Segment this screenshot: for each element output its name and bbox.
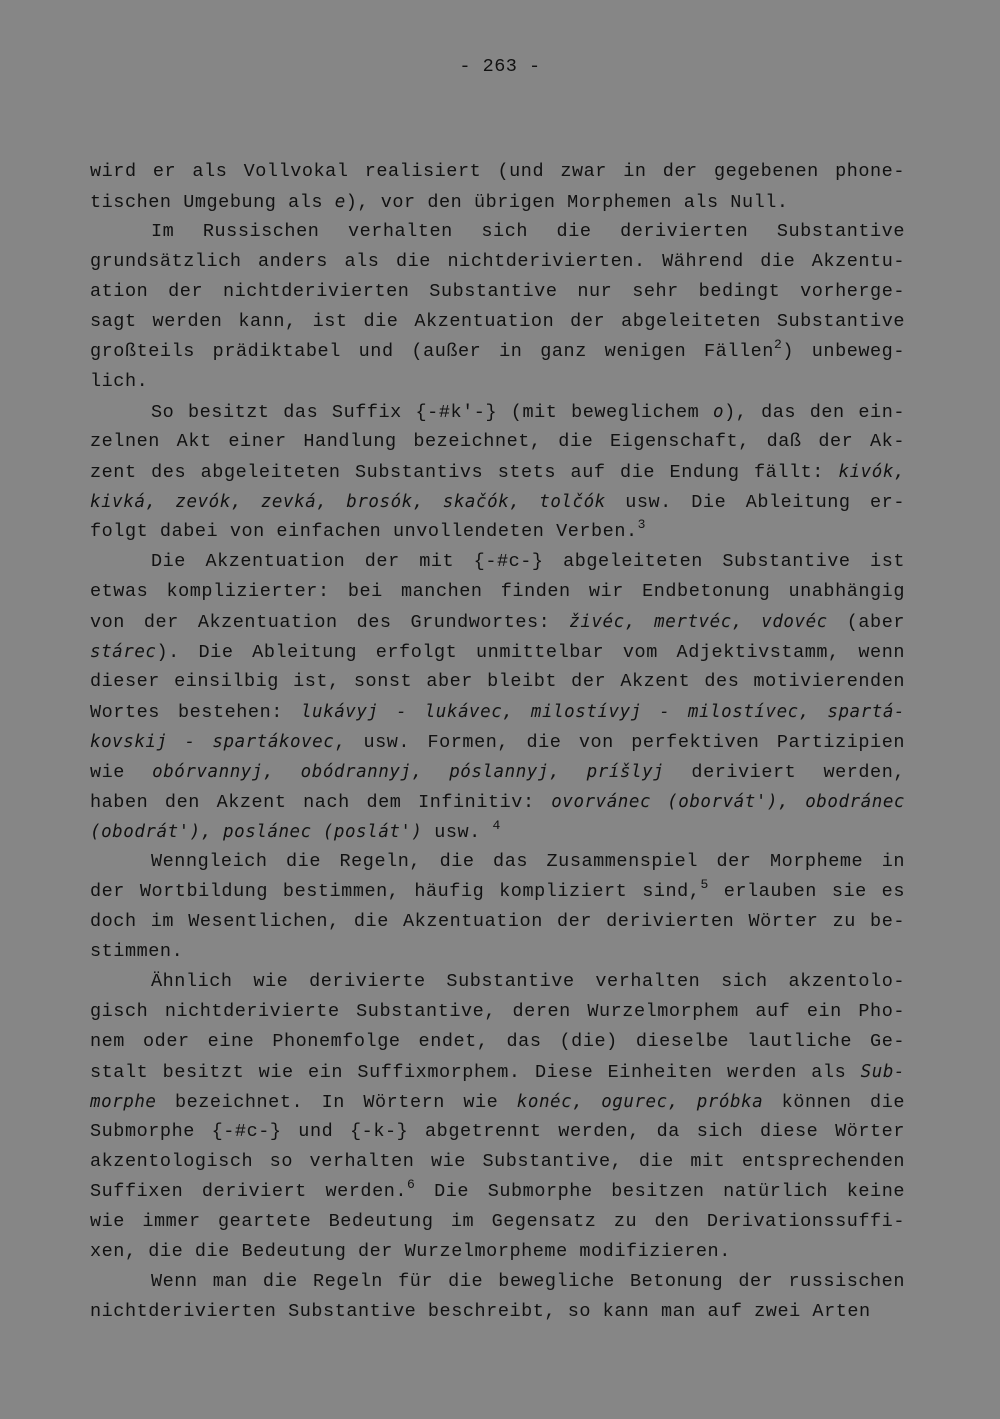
text-line: [90, 457, 905, 487]
text-line: [90, 247, 905, 277]
text-line: [90, 787, 905, 817]
text-span: nem oder eine Phonemfolge endet, das (die) dieselbe lautliche Ge-: [90, 1031, 905, 1052]
text-span: gisch nichtderivierte Substantive, deren Wurzelmorphem auf ein Pho-: [90, 1001, 905, 1022]
text-line: [90, 757, 905, 787]
italic-term: e: [334, 192, 346, 212]
text-span: stalt besitzt wie ein Suffixmorphem. Diese Einheiten werden als: [90, 1062, 861, 1083]
text-span: tischen Umgebung als: [90, 192, 335, 213]
italic-term: morphe: [90, 1092, 157, 1112]
text-span: stimmen.: [90, 941, 184, 962]
text-line: [90, 157, 905, 187]
text-span: der Wortbildung bestimmen, häufig kompliziert sind,: [90, 881, 701, 902]
italic-term: (obodrát'), poslánec (poslát'): [90, 822, 423, 842]
text-line: [90, 307, 905, 337]
text-span: Wortes bestehen:: [90, 702, 301, 723]
text-line: [90, 637, 905, 667]
text-span: akzentologisch so verhalten wie Substantive, die mit entsprechenden: [90, 1151, 905, 1172]
italic-term: o: [712, 402, 725, 422]
text-span: Submorphe {-#c-} und {-k-} abgetrennt werden, da sich diese Wörter: [90, 1121, 905, 1142]
text-line: [90, 1117, 905, 1147]
text-line: [90, 187, 905, 217]
text-span: sagt werden kann, ist die Akzentuation der abgeleiteten Substantive: [90, 311, 905, 332]
text-line: [90, 367, 905, 397]
text-line: [90, 847, 905, 877]
text-span: Die Akzentuation der mit {-#c-} abgeleiteten Substantive ist: [151, 551, 905, 572]
text-line: [90, 667, 905, 697]
text-span: zent des abgeleiteten Substantivs stets auf die Endung fällt:: [90, 462, 839, 483]
text-line: [90, 1297, 905, 1327]
italic-term: stárec: [90, 642, 157, 662]
italic-term: lukávyj - lukávec, milostívyj - milostívec, spartá-: [300, 702, 905, 722]
text-line: [90, 1207, 905, 1237]
text-span: , usw. Formen, die von perfektiven Partizipien: [334, 732, 905, 753]
text-span: folgt dabei von einfachen unvollendeten Verben.: [90, 521, 638, 542]
text-span: (aber: [827, 612, 905, 633]
text-span: von der Akzentuation des Grundwortes:: [90, 612, 570, 633]
text-span: erlauben sie es: [708, 881, 905, 902]
text-line: [90, 1087, 905, 1117]
text-line: [90, 547, 905, 577]
text-line: [90, 907, 905, 937]
text-line: [90, 1237, 905, 1267]
text-span: So besitzt das Suffix {-#k'-} (mit beweglichem: [151, 402, 713, 423]
text-span: lich.: [90, 371, 149, 392]
text-span: usw.: [422, 822, 493, 843]
text-span: deriviert werden,: [664, 762, 906, 783]
text-span: großteils prädiktabel und (außer in ganz wenigen Fällen: [90, 341, 774, 362]
text-line: [90, 877, 905, 907]
text-span: xen, die die Bedeutung der Wurzelmorpheme modifizieren.: [90, 1241, 731, 1262]
footnote-marker: 3: [637, 517, 646, 532]
italic-term: ovorvánec (oborvát'), obodránec: [551, 792, 905, 812]
text-span: nichtderivierten Substantive beschreibt, so kann man auf zwei Arten: [90, 1301, 871, 1322]
page-number: - 263 -: [459, 56, 541, 77]
text-line: [90, 277, 905, 307]
text-span: Im Russischen verhalten sich die derivierten Substantive: [151, 221, 905, 242]
text-span: ), vor den übrigen Morphemen als Null.: [345, 192, 789, 213]
italic-term: Sub-: [860, 1062, 905, 1082]
body-text: [90, 157, 905, 1327]
text-line: [90, 937, 905, 967]
text-line: [90, 517, 905, 547]
footnote-marker: 5: [700, 877, 709, 892]
text-span: Suffixen deriviert werden.: [90, 1181, 408, 1202]
footnote-marker: 4: [492, 818, 501, 833]
text-span: haben den Akzent nach dem Infinitiv:: [90, 792, 552, 813]
text-span: etwas komplizierter: bei manchen finden wir Endbetonung unabhängig: [90, 581, 905, 602]
italic-term: kivók,: [838, 462, 905, 482]
text-span: wie immer geartete Bedeutung im Gegensatz zu den Derivationssuffi-: [90, 1211, 905, 1232]
text-span: ), das den ein-: [724, 402, 906, 423]
italic-term: živéc, mertvéc, vdovéc: [569, 612, 828, 632]
text-line: [90, 427, 905, 457]
text-line: [90, 997, 905, 1027]
italic-term: kivká, zevók, zevká, brosók, skačók, tolčók: [90, 492, 606, 512]
text-line: [90, 607, 905, 637]
italic-term: obórvannyj, obódrannyj, póslannyj, príšlyj: [152, 762, 665, 782]
text-span: wie: [90, 762, 153, 783]
text-span: bezeichnet. In Wörtern wie: [156, 1092, 517, 1113]
text-span: dieser einsilbig ist, sonst aber bleibt der Akzent des motivierenden: [90, 671, 905, 692]
text-line: [90, 577, 905, 607]
italic-term: konéc, ogurec, próbka: [516, 1092, 764, 1112]
text-span: Wenngleich die Regeln, die das Zusammenspiel der Morpheme in: [151, 851, 905, 872]
text-line: [90, 1027, 905, 1057]
text-line: [90, 337, 905, 367]
text-span: ation der nichtderivierten Substantive nur sehr bedingt vorherge-: [90, 281, 905, 302]
text-span: usw. Die Ableitung er-: [605, 492, 905, 513]
text-line: [90, 1057, 905, 1087]
text-line: [90, 1147, 905, 1177]
text-line: [90, 817, 905, 847]
footnote-marker: 2: [773, 337, 783, 352]
italic-term: kovskij - spartákovec: [90, 732, 335, 752]
text-line: [90, 1267, 905, 1297]
text-span: Die Submorphe besitzen natürlich keine: [415, 1181, 906, 1202]
text-line: [90, 487, 905, 517]
text-line: [90, 1177, 905, 1207]
text-span: Wenn man die Regeln für die bewegliche Betonung der russischen: [151, 1271, 905, 1292]
footnote-marker: 6: [407, 1177, 416, 1192]
text-span: Ähnlich wie derivierte Substantive verhalten sich akzentolo-: [151, 971, 905, 992]
text-span: ). Die Ableitung erfolgt unmittelbar vom Adjektivstamm, wenn: [156, 642, 905, 663]
text-line: [90, 727, 905, 757]
text-line: [90, 697, 905, 727]
text-span: wird er als Vollvokal realisiert (und zwar in der gegebenen phone-: [90, 161, 905, 182]
text-span: zelnen Akt einer Handlung bezeichnet, die Eigenschaft, daß der Ak-: [90, 431, 905, 452]
text-span: ) unbeweg-: [782, 341, 905, 362]
text-span: können die: [763, 1092, 905, 1113]
text-line: [90, 217, 905, 247]
text-line: [90, 397, 905, 427]
text-span: grundsätzlich anders als die nichtderivierten. Während die Akzentu-: [90, 251, 905, 272]
text-line: [90, 967, 905, 997]
text-span: doch im Wesentlichen, die Akzentuation der derivierten Wörter zu be-: [90, 911, 905, 932]
